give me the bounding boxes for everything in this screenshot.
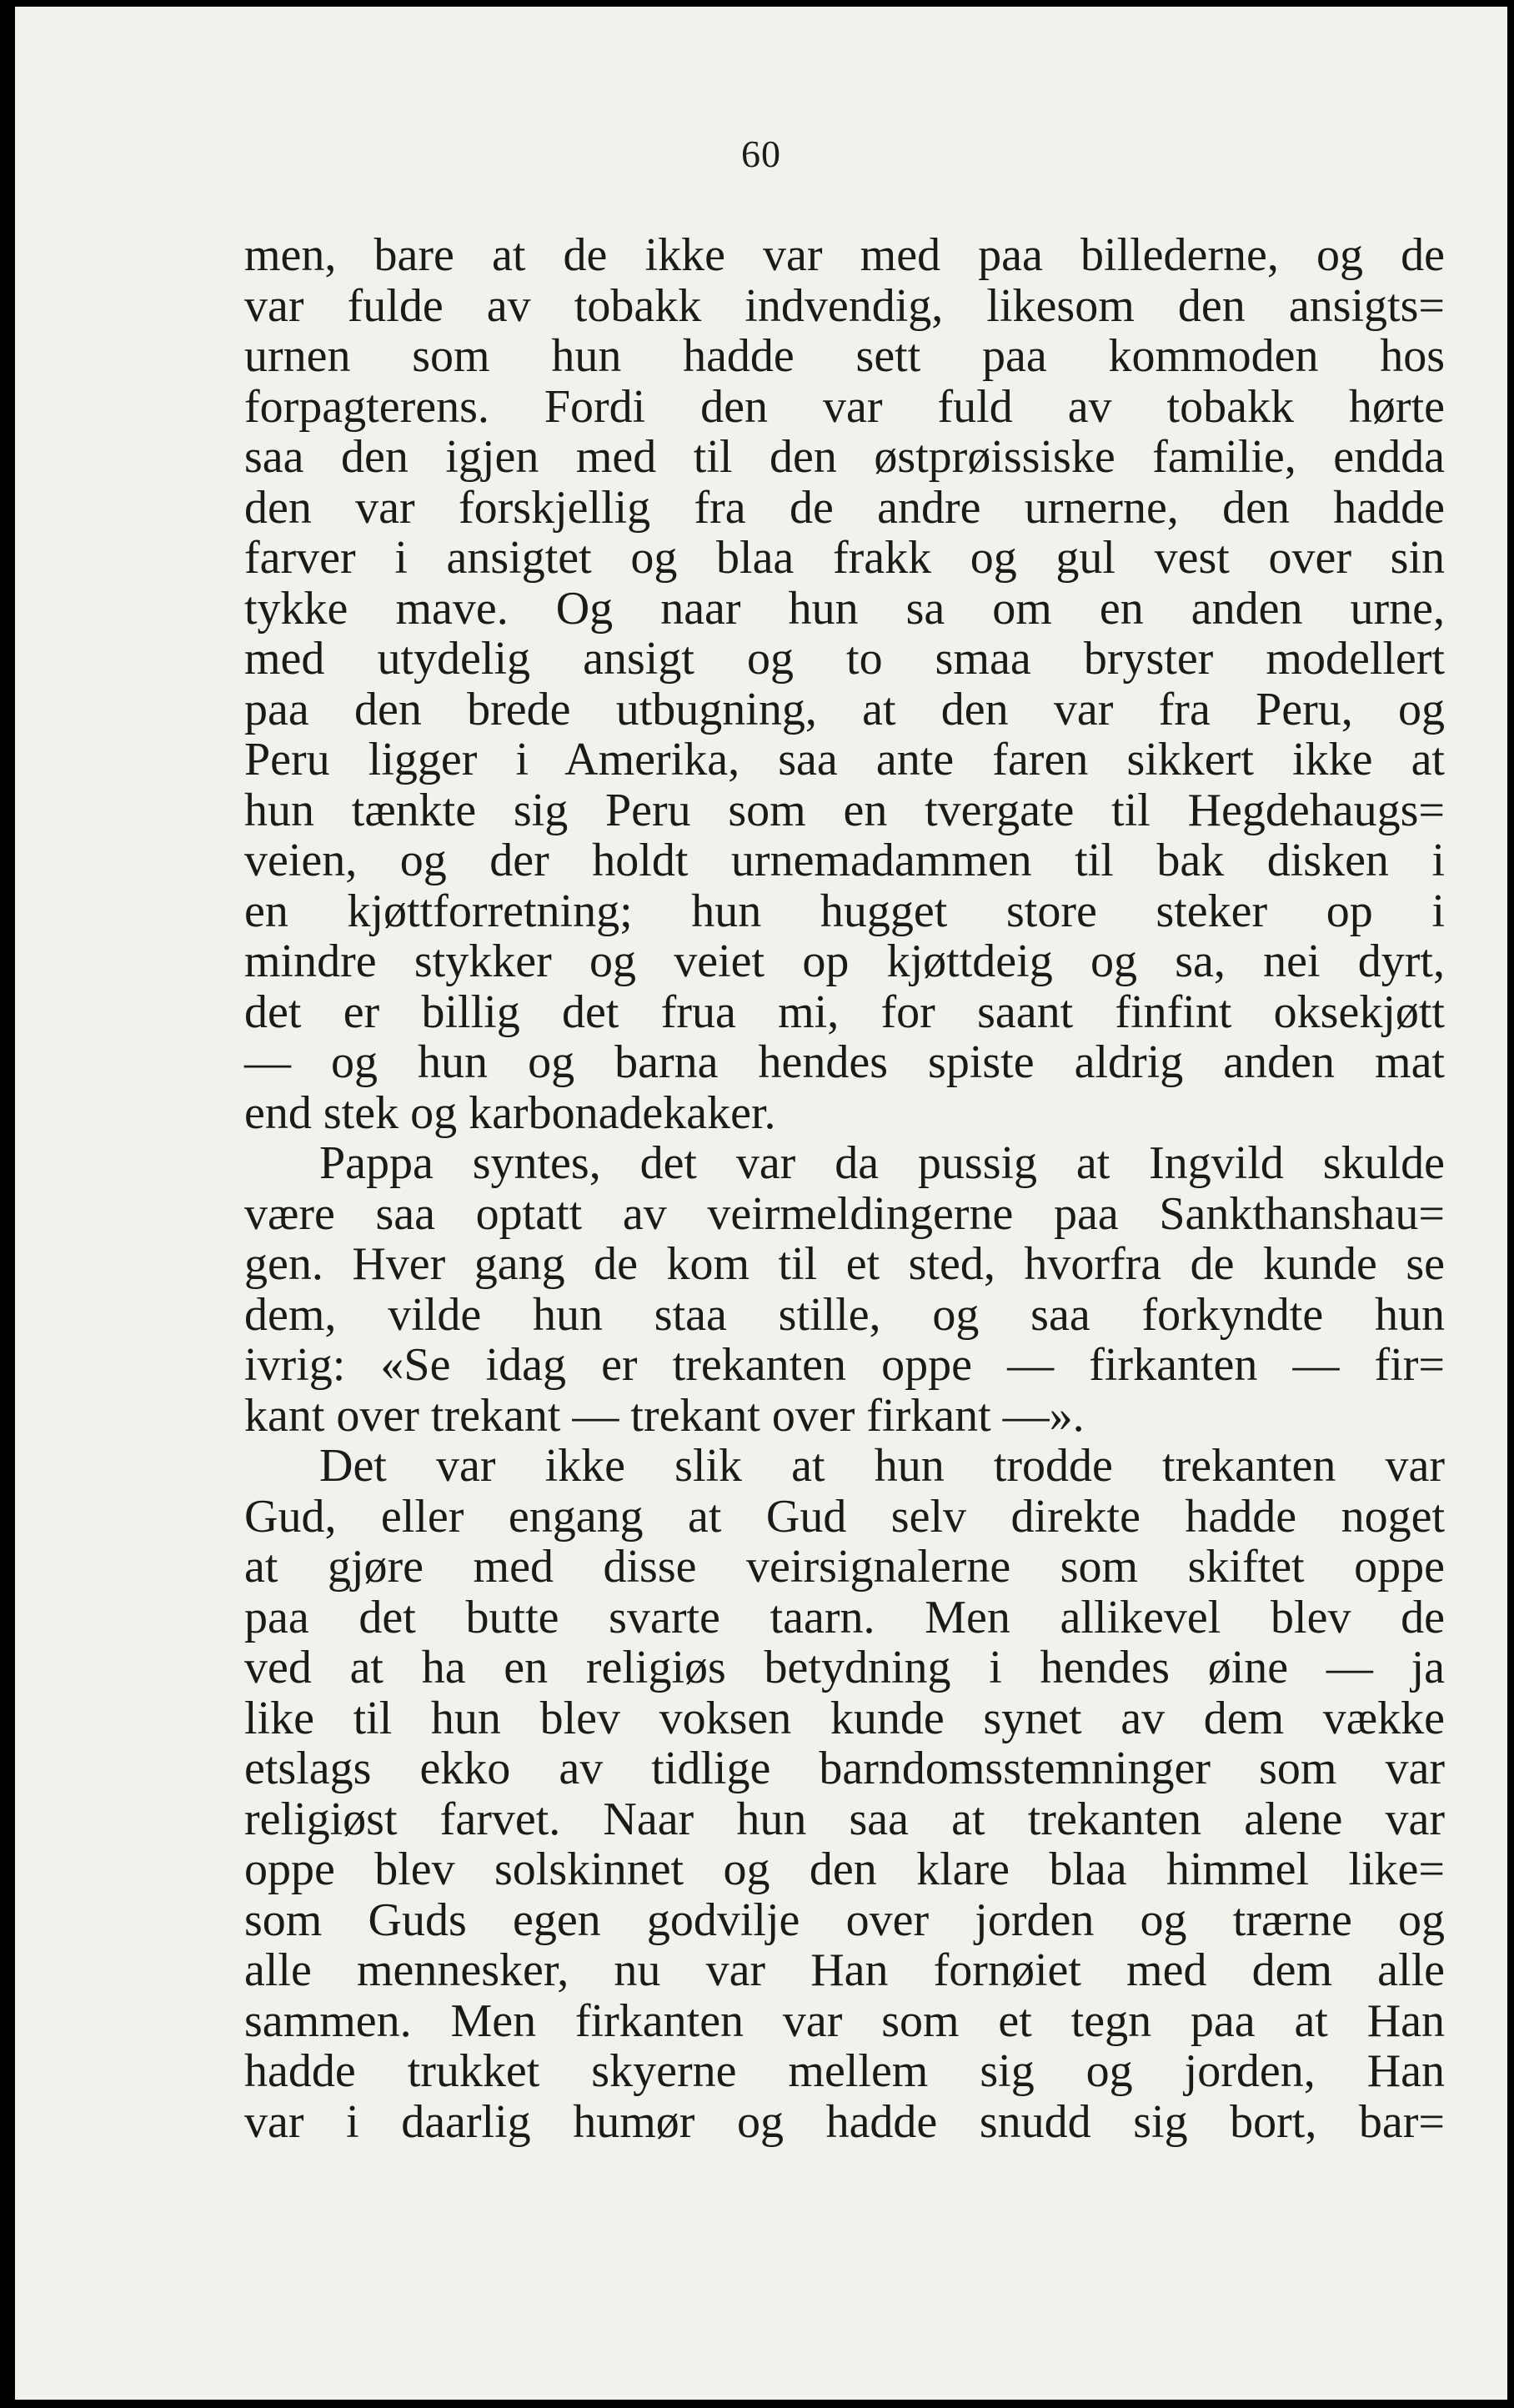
text-line: var fulde av tobakk indvendig, likesom den ansigts= bbox=[244, 279, 1445, 332]
text-line: ved at ha en religiøs betydning i hendes øine — ja bbox=[244, 1642, 1445, 1693]
text-line: forpagterens. Fordi den var fuld av tobakk hørte bbox=[244, 380, 1445, 433]
text-line: Gud, eller engang at Gud selv direkte hadde noget bbox=[244, 1490, 1445, 1543]
text-line: — og hun og barna hendes spiste aldrig anden mat bbox=[244, 1036, 1445, 1088]
text-line: den var forskjellig fra de andre urnerne, den hadde bbox=[244, 481, 1445, 534]
text-line: være saa optatt av veirmeldingerne paa Sankthanshau= bbox=[244, 1187, 1445, 1240]
body-text bbox=[244, 230, 1445, 2147]
text-line: kant over trekant — trekant over firkant —». bbox=[244, 1389, 1085, 1442]
text-line: men, bare at de ikke var med paa billederne, og de bbox=[244, 229, 1445, 281]
text-line: som Guds egen godvilje over jorden og trærne og bbox=[244, 1894, 1445, 1946]
text-line: ivrig: «Se idag er trekanten oppe — firkanten — fir= bbox=[244, 1339, 1445, 1391]
text-line: paa det butte svarte taarn. Men allikevel blev de bbox=[244, 1591, 1445, 1643]
text-line: var i daarlig humør og hadde snudd sig bort, bar= bbox=[244, 2095, 1445, 2148]
text-line: en kjøttforretning; hun hugget store steker op i bbox=[244, 885, 1445, 937]
text-line: med utydelig ansigt og to smaa bryster modellert bbox=[244, 633, 1445, 685]
text-line: like til hun blev voksen kunde synet av dem vække bbox=[244, 1692, 1445, 1744]
text-line: sammen. Men firkanten var som et tegn paa at Han bbox=[244, 1994, 1445, 2047]
text-line: urnen som hun hadde sett paa kommoden hos bbox=[244, 330, 1445, 382]
text-line: saa den igjen med til den østprøissiske familie, endda bbox=[244, 431, 1445, 483]
text-line: dem, vilde hun staa stille, og saa forkyndte hun bbox=[244, 1288, 1445, 1341]
text-line: Pappa syntes, det var da pussig at Ingvild skulde bbox=[319, 1137, 1445, 1189]
text-line: veien, og der holdt urnemadammen til bak disken i bbox=[244, 835, 1445, 886]
text-line: hun tænkte sig Peru som en tvergate til Hegdehaugs= bbox=[244, 784, 1445, 836]
text-line: paa den brede utbugning, at den var fra Peru, og bbox=[244, 683, 1445, 735]
page-number: 60 bbox=[741, 133, 781, 175]
text-line: det er billig det frua mi, for saant finfint oksekjøtt bbox=[244, 986, 1445, 1038]
text-line: Peru ligger i Amerika, saa ante faren sikkert ikke at bbox=[244, 734, 1445, 785]
book-page bbox=[15, 7, 1507, 2400]
text-line: Det var ikke slik at hun trodde trekanten var bbox=[319, 1440, 1445, 1492]
text-line: farver i ansigtet og blaa frakk og gul vest over sin bbox=[244, 532, 1445, 584]
text-line: hadde trukket skyerne mellem sig og jorden, Han bbox=[244, 2045, 1445, 2097]
text-line: etslags ekko av tidlige barndomsstemninger som var bbox=[244, 1743, 1445, 1794]
text-line: end stek og karbonadekaker. bbox=[244, 1086, 776, 1139]
text-line: tykke mave. Og naar hun sa om en anden urne, bbox=[244, 582, 1445, 635]
text-line: at gjøre med disse veirsignalerne som skiftet oppe bbox=[244, 1541, 1445, 1593]
text-line: religiøst farvet. Naar hun saa at trekanten alene var bbox=[244, 1793, 1445, 1845]
text-line: gen. Hver gang de kom til et sted, hvorfra de kunde se bbox=[244, 1238, 1445, 1290]
text-line: mindre stykker og veiet op kjøttdeig og sa, nei dyrt, bbox=[244, 936, 1445, 987]
text-line: oppe blev solskinnet og den klare blaa himmel like= bbox=[244, 1844, 1445, 1895]
text-line: alle mennesker, nu var Han fornøiet med dem alle bbox=[244, 1944, 1445, 1996]
